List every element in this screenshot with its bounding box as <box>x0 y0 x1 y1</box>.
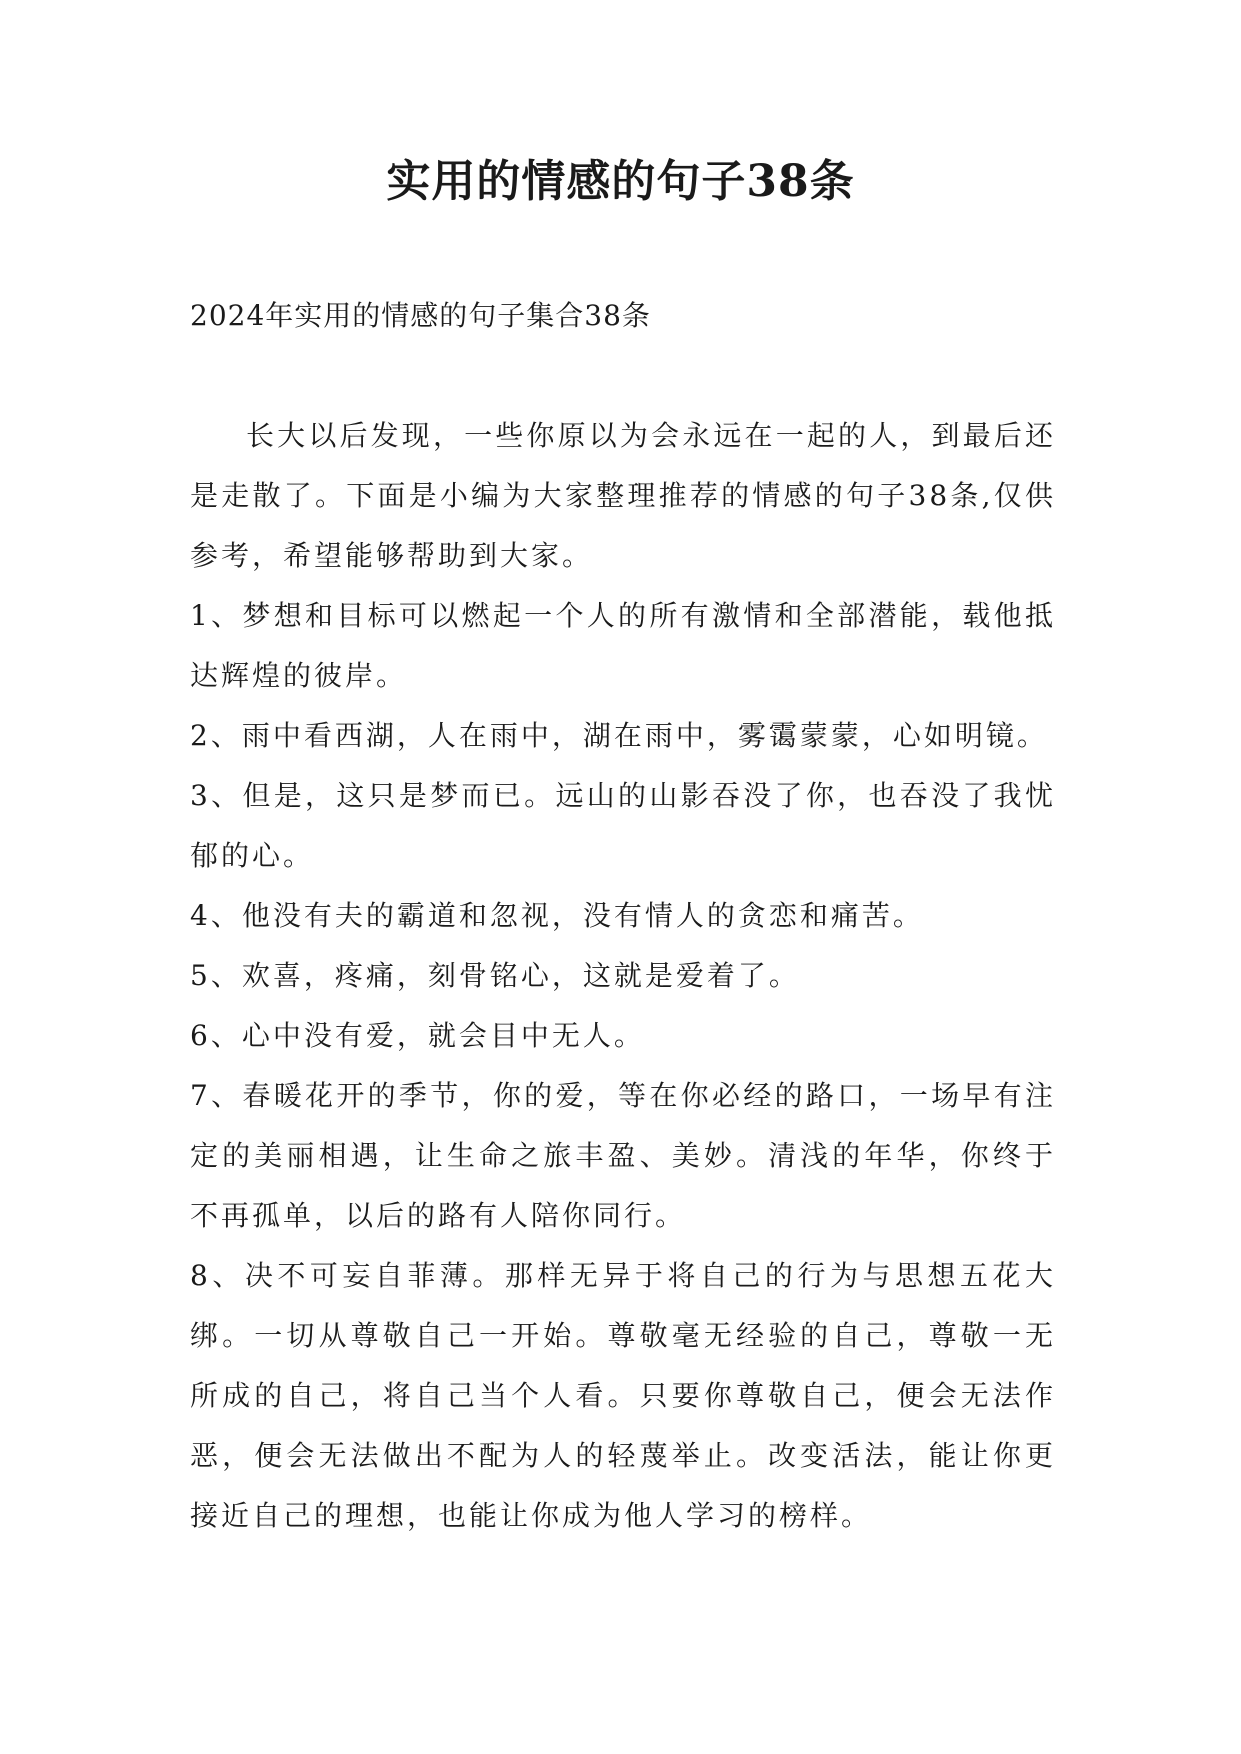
list-item: 8、决不可妄自菲薄。那样无异于将自己的行为与思想五花大绑。一切从尊敬自己一开始。尊敬毫无经验的自己，尊敬一无所成的自己，将自己当个人看。只要你尊敬自己，便会无法作恶，便会无法做出不配为人的轻蔑举止。改变活法，能让你更接近自己的理想，也能让你成为他人学习的榜样。 <box>190 1259 1056 1532</box>
document-title: 实用的情感的句子38条 <box>386 156 855 207</box>
document-body <box>190 406 1056 1546</box>
document-subtitle: 2024年实用的情感的句子集合38条 <box>190 299 651 332</box>
list-item: 1、梦想和目标可以燃起一个人的所有激情和全部潜能，载他抵达辉煌的彼岸。 <box>190 599 1056 692</box>
list-item: 3、但是，这只是梦而已。远山的山影吞没了你，也吞没了我忧郁的心。 <box>190 779 1056 872</box>
intro-paragraph: 长大以后发现，一些你原以为会永远在一起的人，到最后还是走散了。下面是小编为大家整理推荐的情感的句子38条,仅供参考，希望能够帮助到大家。 <box>190 419 1056 572</box>
list-item: 5、欢喜，疼痛，刻骨铭心，这就是爱着了。 <box>190 959 800 992</box>
list-item: 6、心中没有爱，就会目中无人。 <box>190 1019 645 1052</box>
list-item: 2、雨中看西湖，人在雨中，湖在雨中，雾霭蒙蒙，心如明镜。 <box>190 719 1048 752</box>
list-item: 4、他没有夫的霸道和忽视，没有情人的贪恋和痛苦。 <box>190 899 924 932</box>
list-item: 7、春暖花开的季节，你的爱，等在你必经的路口，一场早有注定的美丽相遇，让生命之旅丰盈、美妙。清浅的年华，你终于不再孤单，以后的路有人陪你同行。 <box>190 1079 1056 1232</box>
